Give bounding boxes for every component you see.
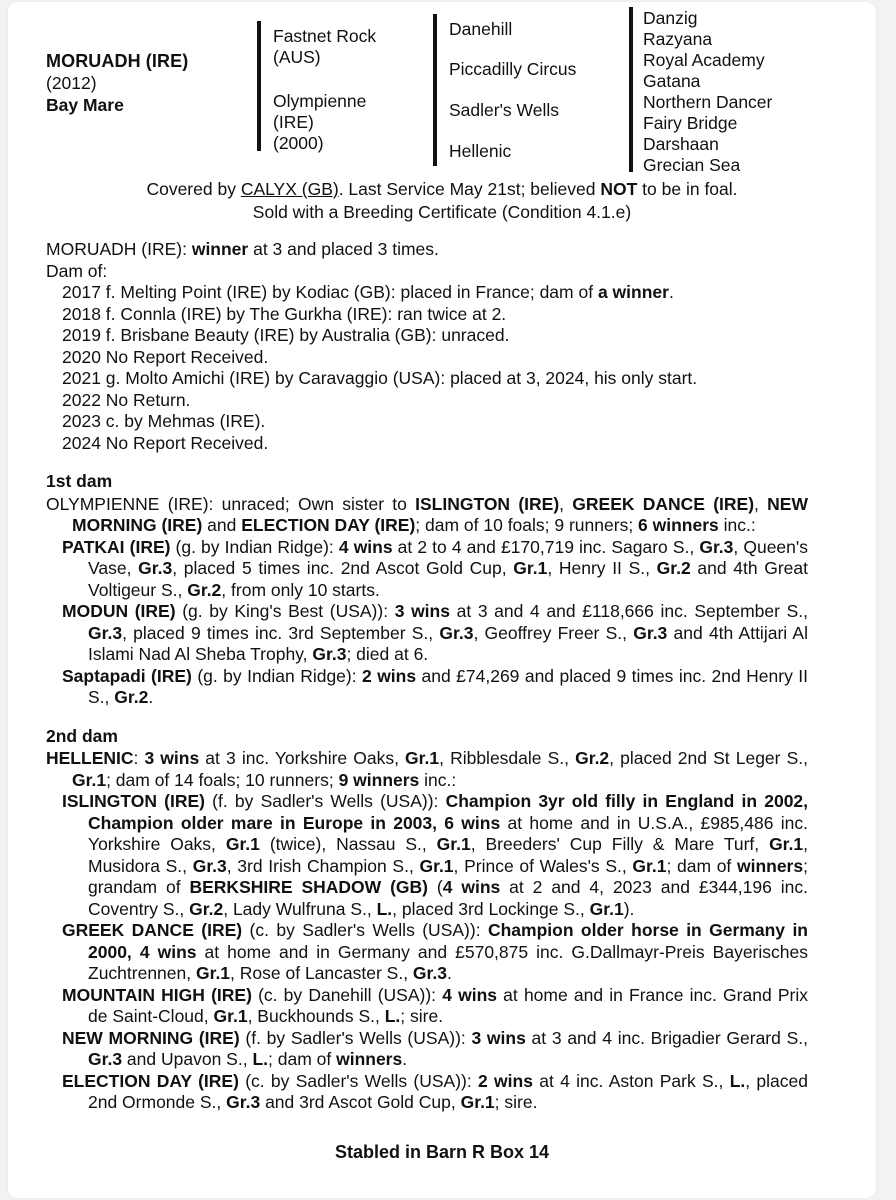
produce-row: [46, 368, 808, 390]
first-dam-progeny-row: Saptapadi (IRE) (g. by Indian Ridge): 2 wins and £74,269 and placed 9 times inc. 2nd Henry II S., Gr.2.: [62, 665, 808, 707]
pedigree-gen3-6: Darshaan: [643, 134, 719, 154]
breeding-certificate-line: Sold with a Breeding Certificate (Condition 4.1.e): [252, 202, 632, 222]
pedigree-gen1-dam-line1: Olympienne: [273, 91, 367, 111]
pedigree-gen1-sire-line1: Fastnet Rock: [273, 26, 377, 46]
produce-text: 2022 No Return.: [62, 389, 191, 410]
produce-text: 2024 No Report Received.: [62, 432, 269, 453]
subject-record-rest: at 3 and placed 3 times.: [248, 239, 439, 259]
pedigree-gen1-dam-line3: (2000): [273, 133, 324, 153]
pedigree-gen2-1: Piccadilly Circus: [449, 59, 577, 79]
page-content: [8, 2, 876, 1163]
subject-record-line: [46, 239, 808, 261]
subject-record-bold: winner: [191, 239, 249, 259]
produce-text: 2018 f. Connla (IRE) by The Gurkha (IRE): ran twice at 2.: [62, 303, 507, 324]
second-dam-progeny-row: GREEK DANCE (IRE) (c. by Sadler's Wells (USA)): Champion older horse in Germany in 2000, 4 wins at home and in Germany and £570,875 inc. G.Dallmayr-Preis Bayerisches Zuchtrennen, Gr.1, Rose of Lancaster S., Gr.3.: [62, 920, 808, 983]
covering-service-text: . Last Service May 21st; believed: [338, 179, 601, 199]
produce-row: [46, 325, 808, 347]
produce-row: [46, 347, 808, 369]
pedigree-rule-gen1: [257, 21, 261, 151]
second-dam-progeny-row: ISLINGTON (IRE) (f. by Sadler's Wells (USA)): Champion 3yr old filly in England in 2002, Champion older mare in Europe in 2003, 6 wins at home and in U.S.A., £985,486 inc. Yorkshire Oaks, Gr.1 (twice), Nassau S., Gr.1, Breeders' Cup Filly & Mare Turf, Gr.1, Musidora S., Gr.3, 3rd Irish Champion S., Gr.1, Prince of Wales's S., Gr.1; dam of winners; grandam of BERKSHIRE SHADOW (GB) (4 wins at 2 and 4, 2023 and £344,196 inc. Coventry S., Gr.2, Lady Wulfruna S., L., placed 3rd Lockinge S., Gr.1).: [62, 791, 809, 919]
pedigree-rule-gen3: [629, 7, 633, 172]
produce-row: [46, 390, 808, 412]
second-dam-progeny-row: MOUNTAIN HIGH (IRE) (c. by Danehill (USA)): 4 wins at home and in France inc. Grand Prix de Saint-Cloud, Gr.1, Buckhounds S., L.; sire.: [62, 984, 808, 1026]
produce-row: [46, 433, 808, 455]
pedigree-gen1-dam-line2: (IRE): [273, 112, 314, 132]
pedigree-gen3-3: Gatana: [643, 71, 701, 91]
pedigree-gen1-sire-line2: (AUS): [273, 47, 321, 67]
produce-list: [46, 282, 808, 454]
pedigree-gen3-1: Razyana: [643, 29, 713, 49]
first-dam-progeny-row: PATKAI (IRE) (g. by Indian Ridge): 4 wins at 2 to 4 and £170,719 inc. Sagaro S., Gr.3, Queen's Vase, Gr.3, placed 5 times inc. 2nd Ascot Gold Cup, Gr.1, Henry II S., Gr.2 and 4th Great Voltigeur S., Gr.2, from only 10 starts.: [62, 536, 808, 600]
produce-text-tail: .: [668, 282, 674, 302]
produce-text: 2021 g. Molto Amichi (IRE) by Caravaggio (USA): placed at 3, 2024, his only start.: [62, 368, 698, 388]
first-dam-heading: 1st dam: [46, 471, 113, 491]
produce-text: 2023 c. by Mehmas (IRE).: [62, 411, 266, 431]
pedigree-gen2-2: Sadler's Wells: [449, 100, 559, 120]
second-dam-progeny-row: NEW MORNING (IRE) (f. by Sadler's Wells (USA)): 3 wins at 3 and 4 inc. Brigadier Gerard S., Gr.3 and Upavon S., L.; dam of winners.: [62, 1027, 808, 1069]
page-sheet: [8, 2, 876, 1198]
second-dam-progeny-row: ELECTION DAY (IRE) (c. by Sadler's Wells (USA)): 2 wins at 4 inc. Aston Park S., L., placed 2nd Ormonde S., Gr.3 and 3rd Ascot Gold Cup, Gr.1; sire.: [62, 1070, 808, 1112]
subject-record-block: [8, 239, 876, 454]
covering-note: [8, 178, 876, 224]
covered-by-text: Covered by: [146, 179, 241, 199]
covering-note-line1: [48, 178, 836, 201]
pedigree-gen3-4: Northern Dancer: [643, 92, 773, 112]
second-dam-heading: 2nd dam: [46, 725, 118, 746]
pedigree-gen3-5: Fairy Bridge: [643, 113, 738, 133]
covering-not-flag: NOT: [600, 179, 638, 199]
first-dam-progeny-row: MODUN (IRE) (g. by King's Best (USA)): 3 wins at 3 and 4 and £118,666 inc. September S., Gr.3, placed 9 times inc. 3rd September S., Gr.3, Geoffrey Freer S., Gr.3 and 4th Attijari Al Islami Nad Al Sheba Trophy, Gr.3; died at 6.: [62, 601, 808, 664]
pedigree-table: [8, 2, 876, 174]
subject-year: (2012): [46, 73, 97, 93]
second-dam-block: [8, 726, 876, 1114]
covering-foal-text: to be in foal.: [637, 179, 738, 199]
pedigree-gen3-7: Grecian Sea: [643, 155, 741, 175]
subject-record-name: MORUADH (IRE):: [46, 239, 192, 259]
subject-name: MORUADH (IRE): [46, 51, 189, 71]
first-dam-lead: OLYMPIENNE (IRE): unraced; Own sister to ISLINGTON (IRE), GREEK DANCE (IRE), NEW MORNING (IRE) and ELECTION DAY (IRE); dam of 10 foals; 9 runners; 6 winners inc.:: [46, 493, 808, 535]
stabled-location: Stabled in Barn R Box 14: [334, 1141, 550, 1162]
produce-text: 2020 No Report Received.: [62, 346, 269, 367]
produce-row: [46, 411, 808, 433]
pedigree-subject: [46, 50, 188, 116]
produce-row: [46, 282, 808, 304]
produce-text: 2019 f. Brisbane Beauty (IRE) by Australia (GB): unraced.: [62, 325, 510, 345]
produce-text: 2017 f. Melting Point (IRE) by Kodiac (GB): placed in France; dam of: [62, 282, 598, 302]
subject-sex-colour: Bay Mare: [46, 95, 124, 115]
produce-bold: a winner: [597, 282, 669, 302]
second-dam-lead: HELLENIC: 3 wins at 3 inc. Yorkshire Oaks, Gr.1, Ribblesdale S., Gr.2, placed 2nd St Leger S., Gr.1; dam of 14 foals; 10 runners; 9 winners inc.:: [46, 748, 808, 790]
pedigree-gen2-3: Hellenic: [449, 141, 512, 161]
produce-row: [46, 304, 808, 326]
pedigree-gen2-0: Danehill: [449, 19, 513, 39]
dam-of-label: Dam of:: [46, 260, 108, 281]
first-dam-block: [8, 471, 876, 709]
pedigree-rule-gen2: [433, 14, 437, 166]
covering-sire: CALYX (GB): [240, 179, 339, 199]
pedigree-gen3-2: Royal Academy: [643, 50, 765, 70]
spacer: [8, 224, 876, 239]
pedigree-gen3-0: Danzig: [643, 8, 698, 28]
